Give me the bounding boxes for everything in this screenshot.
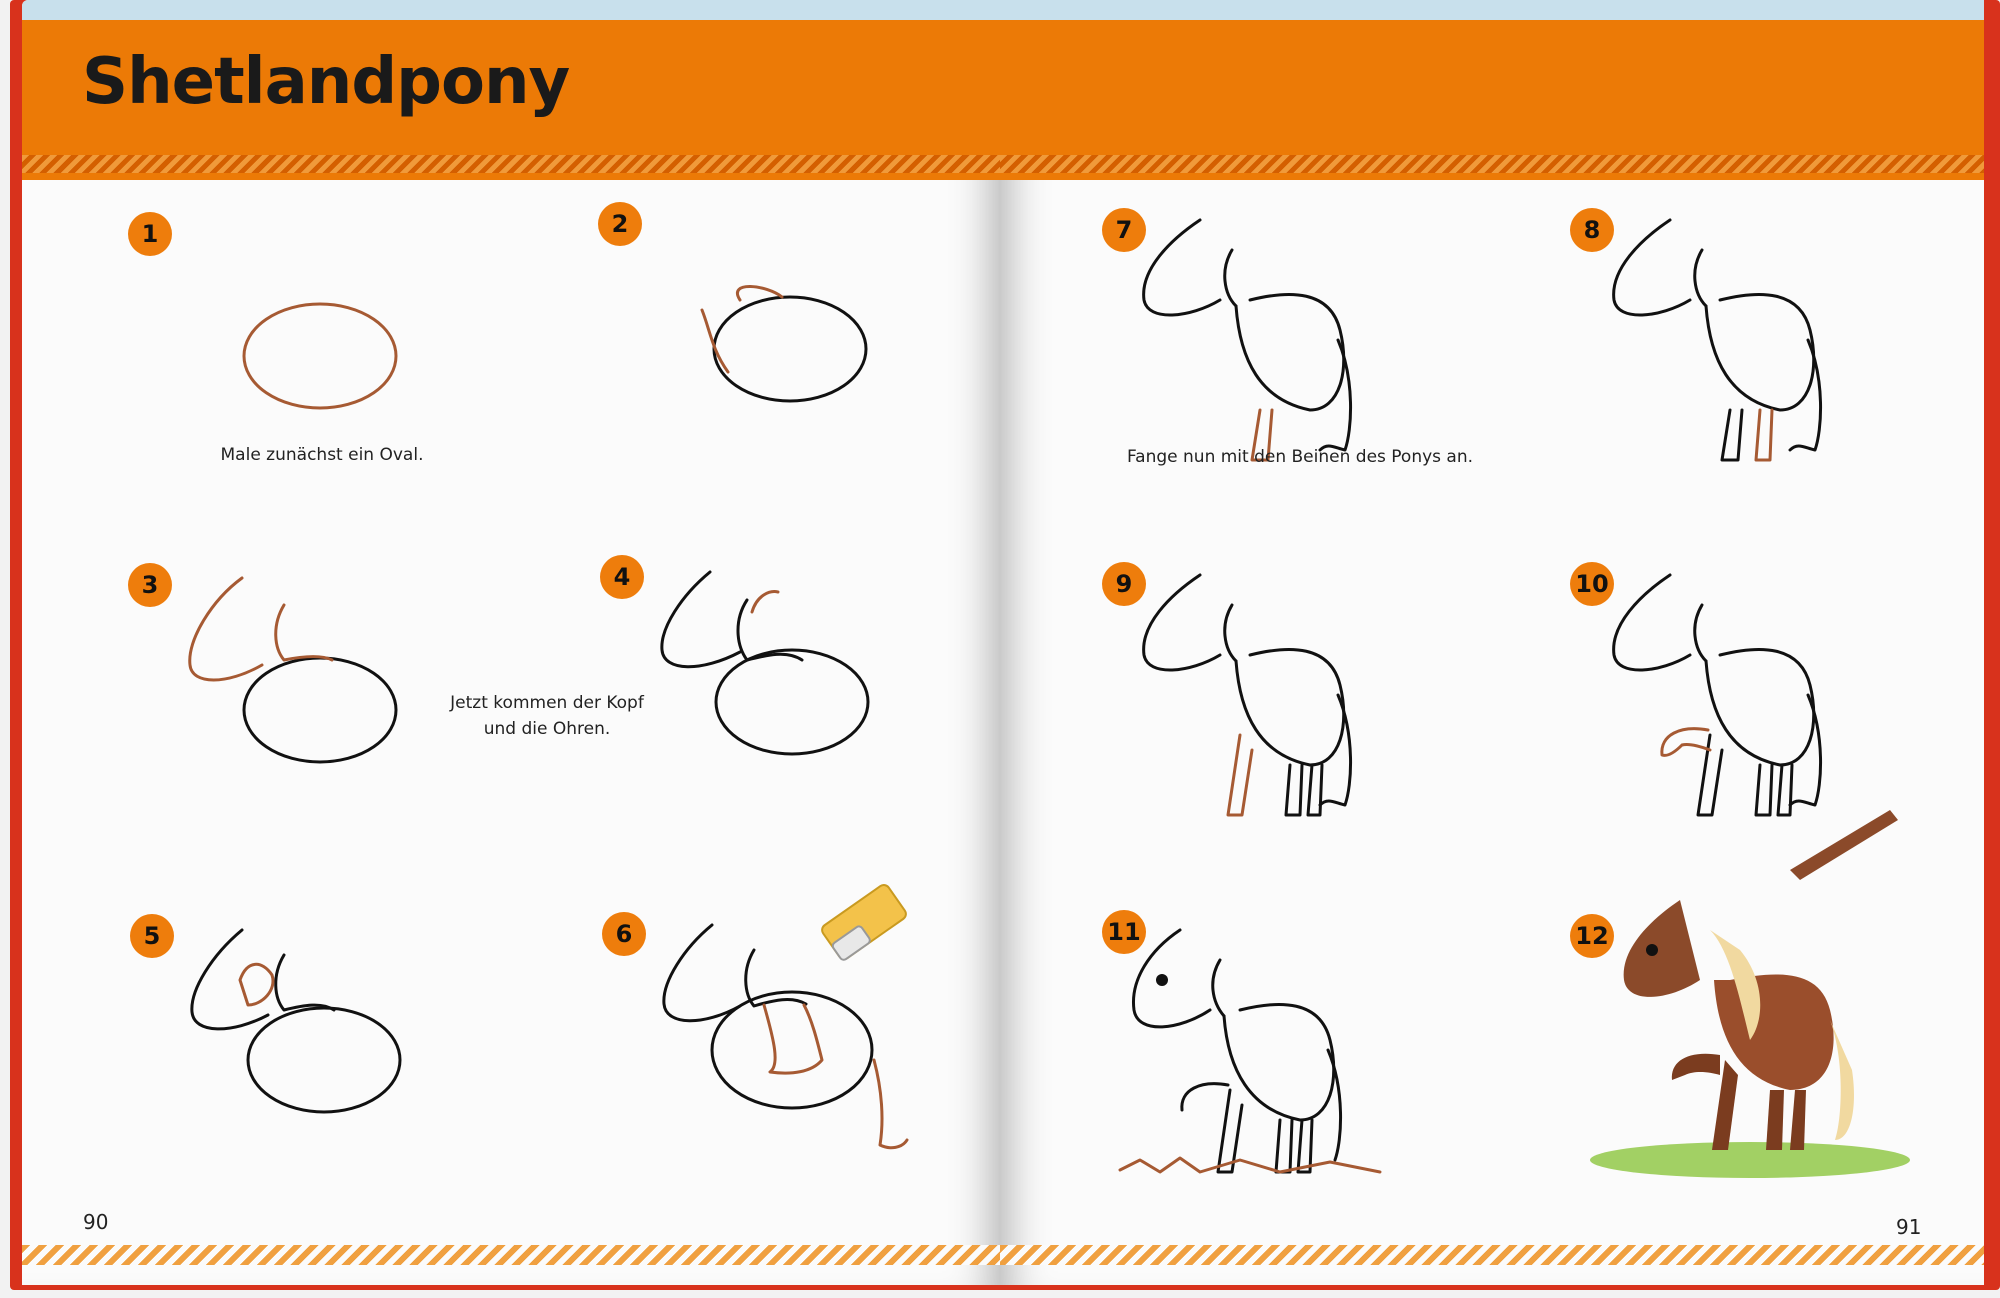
- step-12-colored-pony: [1590, 870, 1910, 1180]
- step-badge-3: 3: [128, 563, 172, 607]
- footer-stripe-right: [1000, 1245, 1984, 1265]
- step-badge-4: 4: [600, 555, 644, 599]
- step-7-pony-drawing: [1140, 210, 1380, 470]
- step-badge-7: 7: [1102, 208, 1146, 252]
- step-badge-6: 6: [602, 912, 646, 956]
- caption-step-3-line-2: und die Ohren.: [483, 719, 611, 739]
- step-badge-1: 1: [128, 212, 172, 256]
- step-badge-10: 10: [1570, 562, 1614, 606]
- step-badge-2: 2: [598, 202, 642, 246]
- left-page: [22, 0, 1000, 1285]
- sky-band-right: [1000, 0, 1984, 22]
- step-badge-5: 5: [130, 914, 174, 958]
- step-badge-12: 12: [1570, 914, 1614, 958]
- step-badge-8: 8: [1570, 208, 1614, 252]
- step-9-pony-drawing: [1140, 565, 1380, 825]
- eraser-icon: [814, 872, 914, 972]
- caption-step-3-line-1: Jetzt kommen der Kopf: [450, 693, 644, 713]
- header-stripe-right: [1000, 155, 1984, 173]
- caption-step-1: Male zunächst ein Oval.: [220, 445, 424, 465]
- step-10-pony-drawing: [1610, 565, 1850, 825]
- step-badge-11: 11: [1102, 910, 1146, 954]
- header-banner-right: [1000, 20, 1984, 180]
- right-page: [1000, 0, 1984, 1285]
- step-badge-9: 9: [1102, 562, 1146, 606]
- footer-stripe-left: [22, 1245, 1000, 1265]
- page-title: Shetlandpony: [82, 45, 570, 119]
- step-8-pony-drawing: [1610, 210, 1850, 470]
- caption-step-7: Fange nun mit den Beinen des Ponys an.: [1126, 447, 1474, 467]
- step-11-pony-drawing: [1100, 910, 1400, 1180]
- step-6-drawing: [22, 0, 1000, 1285]
- page-number-right: 91: [1896, 1215, 1922, 1239]
- page-number-left: 90: [83, 1210, 109, 1234]
